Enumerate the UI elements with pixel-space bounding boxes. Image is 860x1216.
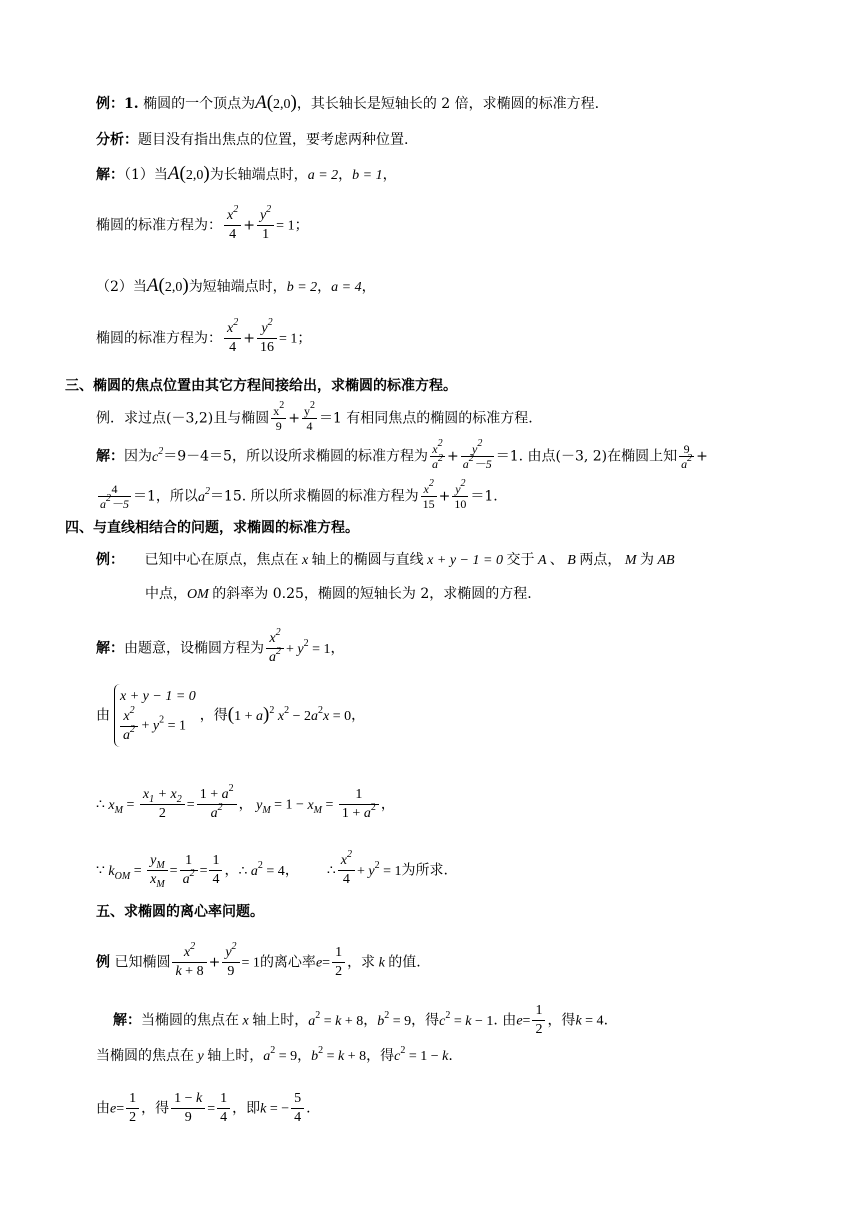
standard-equation-2: 椭圆的标准方程为： $\frac{x^2}{4}$ + $\frac{y^2}{16}$ = 1； [96, 317, 312, 355]
section-5-example: 例 已知椭圆 $\frac{x^2}{k + 8}$ + $\frac{y^2}{9}$ = 1的离心率e= $\frac{1}{2}$ ，求 k 的值. [96, 941, 421, 979]
section-4-example-line-2: 中点，OM 的斜率为 0.25，椭圆的短轴长为 2，求椭圆的方程. [145, 586, 532, 602]
section-5-solution-line-1: 解：当椭圆的焦点在 x 轴上时，$a^2 = k + 8$，$b^2 = 9$，得$c^2 = k - 1$. 由e= $\frac{1}{2}$ ，得k = 4. [113, 1003, 609, 1037]
section-4-slope-line: ∵ $k_{OM}$ = $\frac{y_M}{x_M}$ = $\frac{1}{a^2}$ = $\frac{1}{4}$ ，∴ $a^2 = 4$， ∴ $\frac{x^2}{4}$ + $y^2 = 1$为所求. [96, 849, 448, 890]
section-4-system-line: 由 x + y − 1 = 0 $\frac{x^2}{a^2}$ + $y^2 = 1$ ，得$(1 + a)^2$ $x^2 - 2a^2x = 0$， [96, 684, 365, 747]
point-A: A [255, 92, 267, 113]
solution-label: 解： [96, 167, 124, 183]
section-3-example: 例．求过点(－3,2)且与椭圆 $\frac{x^2}{9}$ + $\frac{y^2}{4}$ ＝1 有相同焦点的椭圆的标准方程. [96, 400, 533, 433]
section-4-solution-line-1: 解：由题意，设椭圆方程为 $\frac{x^2}{a^2}$ + $y^2 = 1$， [96, 627, 345, 665]
section-4-heading: 四、与直线相结合的问题，求椭圆的标准方程。 [65, 520, 359, 536]
section-5-solution-line-3: 由e= $\frac{1}{2}$ ，得 $\frac{1 - k}{9}$ = $\frac{1}{4}$ ，即k = − $\frac{5}{4}$ . [96, 1091, 311, 1125]
section-4-midpoint-line: ∴ $x_M$ = $\frac{x_1 + x_2}{2}$ = $\frac{1 + a^2}{a^2}$ ， $y_M = 1 - x_M$ = $\frac{1}{1 + a^2}$ ， [96, 783, 395, 821]
section-3-solution-line-1: 解：因为$c^2=9-4=5$，所以设所求椭圆的标准方程为 $\frac{x^2}{a^2}$ + $\frac{y^2}{a^2-5}$ ＝1. 由点(－3, 2)在椭圆上知 $\frac{9}{a^2}$ + [96, 438, 708, 471]
section-3-solution-line-2: $\frac{4}{a^2-5}$ ＝1，所以$a^2=15$. 所以所求椭圆的标准方程为 $\frac{x^2}{15}$ + $\frac{y^2}{10}$ ＝1. [100, 478, 498, 511]
section-3-heading: 三、椭圆的焦点位置由其它方程间接给出，求椭圆的标准方程。 [65, 378, 457, 394]
solution-1-case-1: 解：（1）当A(2,0)为长轴端点时，a = 2，b = 1， [96, 163, 397, 184]
analysis-label: 分析： [96, 132, 138, 148]
section-4-example-line-1: 例： 已知中心在原点，焦点在 x 轴上的椭圆与直线 x + y − 1 = 0 交于 A 、 B 两点， M 为 AB [96, 552, 675, 568]
solution-1-case-2: （2）当A(2,0)为短轴端点时，b = 2，a = 4， [96, 275, 376, 296]
analysis-line [96, 130, 408, 150]
analysis-text: 题目没有指出焦点的位置，要考虑两种位置. [138, 132, 409, 148]
standard-equation-1: 椭圆的标准方程为： $\frac{x^2}{4}$ + $\frac{y^2}{1}$ = 1； [96, 204, 309, 242]
example-1-label: 例：1. [96, 96, 139, 112]
example-1-text-a: 椭圆的一个顶点为 [143, 96, 256, 112]
section-5-heading: 五、求椭圆的离心率问题。 [96, 904, 264, 920]
example-1-line: 例：1. 椭圆的一个顶点为A(2,0)，其长轴长是短轴长的 2 倍，求椭圆的标准方程. [96, 92, 600, 113]
example-1-text-b: ，其长轴长是短轴长的 2 倍，求椭圆的标准方程. [296, 96, 600, 112]
equation-system: x + y − 1 = 0 $\frac{x^2}{a^2}$ + $y^2 = 1$ [114, 684, 196, 747]
section-5-solution-line-2: 当椭圆的焦点在 y 轴上时，$a^2 = 9$，$b^2 = k + 8$，得$c^2 = 1 - k$. [96, 1045, 453, 1064]
